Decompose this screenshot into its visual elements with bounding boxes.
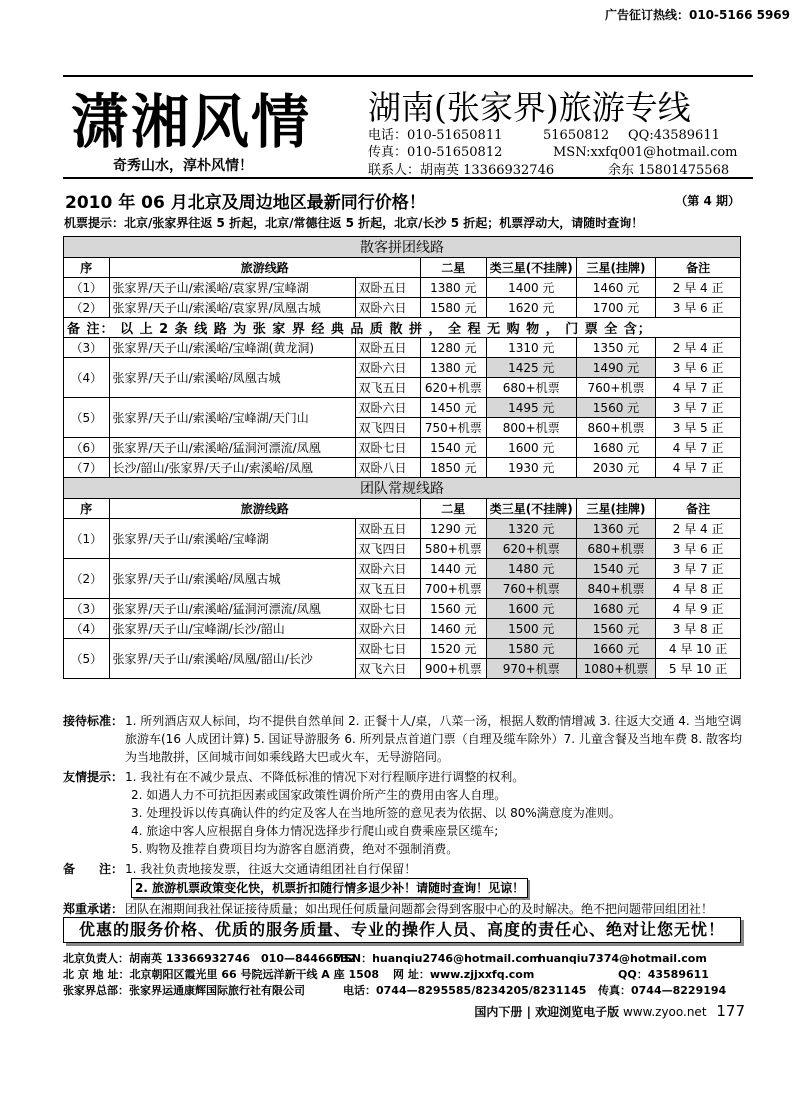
standard-block (63, 712, 753, 766)
tips-label: 友情提示： (63, 770, 124, 784)
price-two-star: 700+机票 (420, 579, 486, 599)
trip-duration: 双卧五日 (355, 278, 420, 298)
trip-duration: 双飞四日 (355, 539, 420, 559)
ticket-tip: 机票提示：北京/张家界往返 5 折起，北京/常德往返 5 折起，北京/长沙 5 折起；机票浮动大，请随时查询！ (64, 216, 644, 230)
trip-duration: 双飞四日 (355, 418, 420, 438)
route-name: 张家界/天子山/索溪峪/袁家界/凤凰古城 (109, 298, 355, 318)
row-number: （5） (64, 639, 110, 679)
table-header-row (64, 258, 741, 278)
price-two-star: 1850 元 (420, 458, 486, 478)
price-two-star: 1280 元 (420, 338, 486, 358)
row-number: （3） (64, 338, 110, 358)
page-number: 177 (716, 1002, 745, 1020)
meal-note: 4 早 8 正 (656, 579, 741, 599)
price-two-star: 900+机票 (420, 659, 486, 679)
price-two-star: 1580 元 (420, 298, 486, 318)
promise-label: 郑重承诺： (63, 902, 124, 916)
note-row (64, 318, 741, 338)
site-url: www.zyoo.net (622, 1005, 707, 1019)
column-header: 二星 (420, 499, 486, 519)
table-row (64, 338, 741, 358)
column-header: 序 (64, 499, 110, 519)
column-header: 类三星(不挂牌) (486, 258, 576, 278)
column-header: 三星(挂牌) (576, 499, 655, 519)
price-two-star: 1380 元 (420, 358, 486, 378)
price-two-star: 1290 元 (420, 519, 486, 539)
section-label: 国内下册 | 欢迎浏览电子版 (474, 1005, 620, 1019)
table-row (64, 358, 741, 378)
price-three-star-unrated: 1480 元 (486, 559, 576, 579)
meal-note: 2 早 4 正 (656, 278, 741, 298)
footer-hq-phone: 电话：0744—8295585/8234205/8231145 (343, 984, 587, 997)
table-row (64, 519, 741, 539)
column-header: 旅游线路 (109, 499, 420, 519)
tel2: 51650812 (543, 128, 610, 143)
note-item: 1. 我社负责地接发票，往返大交通请组团社自行保留！ (125, 862, 417, 876)
standard-text: 1. 所列酒店双人标间，均不提供自然单间 2. 正餐十人/桌，八菜一汤，根据人数酌情增减 3. 往返大交通 4. 当地空调旅游车(16 人成团计算) 5. 国证导游服务 6. 所列景点首道门票（自理及缆车除外）7. 儿童含餐及当地车费 8. 散客均为当地散拼，区间城市间如乘线路大巴或火车，无导游陪同。 (125, 714, 742, 764)
price-two-star: 1380 元 (420, 278, 486, 298)
table-row (64, 398, 741, 418)
tel: 电话：010-51650811 (368, 128, 503, 143)
price-two-star: 1540 元 (420, 438, 486, 458)
price-two-star: 1460 元 (420, 619, 486, 639)
msn: MSN:xxfq001@hotmail.com (553, 145, 738, 160)
meal-note: 2 早 4 正 (656, 519, 741, 539)
price-three-star-unrated: 1310 元 (486, 338, 576, 358)
footer-line-1 (63, 950, 707, 966)
header-banner (63, 75, 753, 179)
tips-block (63, 768, 753, 858)
row-number: （2） (64, 559, 110, 599)
price-two-star: 580+机票 (420, 539, 486, 559)
ad-hotline: 广告征订热线：010-5166 5969 (604, 8, 790, 22)
meal-note: 4 早 9 正 (656, 599, 741, 619)
price-three-star-unrated: 1500 元 (486, 619, 576, 639)
table-row (64, 619, 741, 639)
route-name: 张家界/天子山/索溪峪/袁家界/宝峰湖 (109, 278, 355, 298)
price-two-star: 620+机票 (420, 378, 486, 398)
notes-block (63, 860, 753, 898)
column-header: 旅游线路 (109, 258, 420, 278)
route-name: 张家界/天子山/索溪峪/猛洞河漂流/凤凰 (109, 438, 355, 458)
column-header: 备注 (656, 258, 741, 278)
route-name: 张家界/天子山/索溪峪/凤凰/韶山/长沙 (109, 639, 355, 679)
trip-duration: 双卧六日 (355, 398, 420, 418)
table-row (64, 298, 741, 318)
row-number: （4） (64, 358, 110, 398)
price-three-star-unrated: 1600 元 (486, 438, 576, 458)
table-row (64, 559, 741, 579)
row-number: （1） (64, 519, 110, 559)
issue-number: （第 4 期） (675, 194, 740, 208)
trip-duration: 双卧七日 (355, 438, 420, 458)
price-three-star-unrated: 1320 元 (486, 519, 576, 539)
price-three-star-unrated: 620+机票 (486, 539, 576, 559)
footer-line-3 (63, 982, 726, 998)
row-number: （7） (64, 458, 110, 478)
row-number: （2） (64, 298, 110, 318)
price-three-star-unrated: 800+机票 (486, 418, 576, 438)
price-three-star-unrated: 1600 元 (486, 599, 576, 619)
price-three-star: 1540 元 (576, 559, 655, 579)
route-name: 张家界/天子山/索溪峪/猛洞河漂流/凤凰 (109, 599, 355, 619)
row-number: （1） (64, 278, 110, 298)
trip-duration: 双卧八日 (355, 458, 420, 478)
meal-note: 3 早 6 正 (656, 298, 741, 318)
price-three-star-unrated: 680+机票 (486, 378, 576, 398)
price-three-star: 1660 元 (576, 639, 655, 659)
price-three-star: 1490 元 (576, 358, 655, 378)
price-three-star: 1360 元 (576, 519, 655, 539)
logo: 潇湘风情 (71, 88, 312, 156)
price-three-star-unrated: 760+机票 (486, 579, 576, 599)
route-name: 张家界/天子山/索溪峪/宝峰湖(黄龙洞) (109, 338, 355, 358)
price-three-star: 860+机票 (576, 418, 655, 438)
footer-line-2 (63, 966, 709, 982)
section-title: 团队常规线路 (64, 478, 741, 499)
route-name: 张家界/天子山/索溪峪/凤凰古城 (109, 358, 355, 398)
table-header-row (64, 499, 741, 519)
price-three-star: 1560 元 (576, 398, 655, 418)
footer-hq-fax: 传真：0744—8229194 (598, 984, 727, 997)
price-two-star: 1450 元 (420, 398, 486, 418)
price-three-star: 840+机票 (576, 579, 655, 599)
row-number: （5） (64, 398, 110, 438)
footer-beijing-contact: 北京负责人：胡南英 13366932746 010—84466532 (63, 952, 357, 965)
meal-note: 4 早 10 正 (656, 639, 741, 659)
section-header-row (64, 478, 741, 499)
meal-note: 4 早 7 正 (656, 378, 741, 398)
trip-duration: 双卧六日 (355, 619, 420, 639)
contact-line-2 (368, 141, 738, 160)
column-header: 三星(挂牌) (576, 258, 655, 278)
price-three-star: 760+机票 (576, 378, 655, 398)
meal-note: 3 早 8 正 (656, 619, 741, 639)
contact-person: 联系人：胡南英 13366932746 (368, 163, 555, 178)
table-row (64, 599, 741, 619)
route-name: 张家界/天子山/索溪峪/宝峰湖/天门山 (109, 398, 355, 438)
contact-person-2: 余东 15801475568 (608, 163, 730, 178)
price-three-star: 680+机票 (576, 539, 655, 559)
page-footer (474, 1002, 745, 1020)
price-two-star: 750+机票 (420, 418, 486, 438)
tip-item: 3. 处理投诉以传真确认件的约定及客人在当地所签的意见表为依据、以 80%满意度为准则。 (131, 806, 621, 820)
price-two-star: 1520 元 (420, 639, 486, 659)
price-three-star: 1680 元 (576, 599, 655, 619)
meal-note: 2 早 4 正 (656, 338, 741, 358)
trip-duration: 双卧七日 (355, 599, 420, 619)
price-three-star: 1080+机票 (576, 659, 655, 679)
price-three-star-unrated: 970+机票 (486, 659, 576, 679)
price-two-star: 1440 元 (420, 559, 486, 579)
route-note: 备 注： 以 上 2 条 线 路 为 张 家 界 经 典 品 质 散 拼 ， 全 程 无 购 物 ， 门 票 全 含； (64, 318, 741, 338)
column-header: 备注 (656, 499, 741, 519)
route-name: 张家界/天子山/索溪峪/凤凰古城 (109, 559, 355, 599)
tip-item: 1. 我社有在不减少景点、不降低标准的情况下对行程顺序进行调整的权利。 (125, 770, 525, 784)
row-number: （4） (64, 619, 110, 639)
route-name: 张家界/天子山/索溪峪/宝峰湖 (109, 519, 355, 559)
table-row (64, 438, 741, 458)
trip-duration: 双卧六日 (355, 358, 420, 378)
promise-block (63, 900, 753, 918)
price-three-star-unrated: 1580 元 (486, 639, 576, 659)
price-three-star-unrated: 1425 元 (486, 358, 576, 378)
price-three-star-unrated: 1620 元 (486, 298, 576, 318)
promo-banner: 优惠的服务价格、优质的服务质量、专业的操作人员、高度的责任心、绝对让您无忧！ (63, 917, 741, 943)
meal-note: 3 早 5 正 (656, 418, 741, 438)
price-three-star: 1680 元 (576, 438, 655, 458)
trip-duration: 双飞五日 (355, 579, 420, 599)
price-three-star: 1560 元 (576, 619, 655, 639)
price-title: 2010 年 06 月北京及周边地区最新同行价格！ (65, 193, 426, 213)
price-three-star: 1350 元 (576, 338, 655, 358)
promise-text: 团队在湘期间我社保证接待质量；如出现任何质量问题都会得到客服中心的及时解决。绝不把问题带回组团社！ (125, 902, 714, 916)
fax: 传真：010-51650812 (368, 145, 503, 160)
table-row (64, 458, 741, 478)
footer-beijing-address: 北 京 地 址：北京朝阳区霞光里 66 号院远洋新干线 A 座 1508 (63, 968, 380, 981)
table-row (64, 639, 741, 659)
meal-note: 3 早 7 正 (656, 398, 741, 418)
tip-item: 4. 旅途中客人应根据自身体力情况选择步行爬山或自费乘座景区缆车; (131, 824, 499, 838)
row-number: （6） (64, 438, 110, 458)
tip-item: 2. 如遇人力不可抗拒因素或国家政策性调价所产生的费用由客人自理。 (131, 788, 507, 802)
footer-website: 网 址：www.zjjxxfq.com (393, 968, 535, 981)
trip-duration: 双卧七日 (355, 639, 420, 659)
route-name: 长沙/韶山/张家界/天子山/索溪峪/凤凰 (109, 458, 355, 478)
meal-note: 3 早 6 正 (656, 358, 741, 378)
route-name: 张家界/天子山/宝峰湖/长沙/韶山 (109, 619, 355, 639)
meal-note: 5 早 10 正 (656, 659, 741, 679)
meal-note: 3 早 6 正 (656, 539, 741, 559)
price-three-star: 1460 元 (576, 278, 655, 298)
meal-note: 3 早 7 正 (656, 559, 741, 579)
footer-msn-1: MSN：huanqiu2746@hotmail.com (333, 952, 541, 965)
slogan: 奇秀山水，淳朴风情！ (113, 158, 253, 174)
footer-hq: 张家界总部：张家界运通康辉国际旅行社有限公司 (63, 984, 305, 997)
trip-duration: 双卧五日 (355, 338, 420, 358)
price-three-star: 1700 元 (576, 298, 655, 318)
column-header: 二星 (420, 258, 486, 278)
column-header: 类三星(不挂牌) (486, 499, 576, 519)
trip-duration: 双飞六日 (355, 659, 420, 679)
price-two-star: 1560 元 (420, 599, 486, 619)
price-three-star-unrated: 1400 元 (486, 278, 576, 298)
price-three-star-unrated: 1495 元 (486, 398, 576, 418)
trip-duration: 双卧五日 (355, 519, 420, 539)
meal-note: 4 早 7 正 (656, 438, 741, 458)
footer-msn-2: huanqiu7374@hotmail.com (538, 952, 707, 965)
column-header: 序 (64, 258, 110, 278)
qq: QQ:43589611 (628, 128, 720, 143)
meal-note: 4 早 7 正 (656, 458, 741, 478)
trip-duration: 双卧六日 (355, 298, 420, 318)
rules-section (63, 712, 753, 918)
tour-price-table (63, 236, 741, 679)
table-row (64, 278, 741, 298)
notes-label: 备 注： (63, 862, 124, 876)
row-number: （3） (64, 599, 110, 619)
trip-duration: 双卧六日 (355, 559, 420, 579)
price-three-star-unrated: 1930 元 (486, 458, 576, 478)
section-header-row (64, 237, 741, 258)
header-title: 湖南(张家界)旅游专线 (368, 88, 691, 127)
note-item-boxed: 2. 旅游机票政策变化快，机票折扣随行情多退少补！请随时查询！见谅！ (131, 878, 528, 898)
contact-line-3 (368, 159, 729, 178)
price-three-star: 2030 元 (576, 458, 655, 478)
footer-qq: QQ：43589611 (618, 968, 709, 981)
section-title: 散客拼团线路 (64, 237, 741, 258)
tip-item: 5. 购物及推荐自费项目均为游客自愿消费，绝对不强制消费。 (131, 842, 459, 856)
standard-label: 接待标准： (63, 714, 124, 728)
trip-duration: 双飞五日 (355, 378, 420, 398)
